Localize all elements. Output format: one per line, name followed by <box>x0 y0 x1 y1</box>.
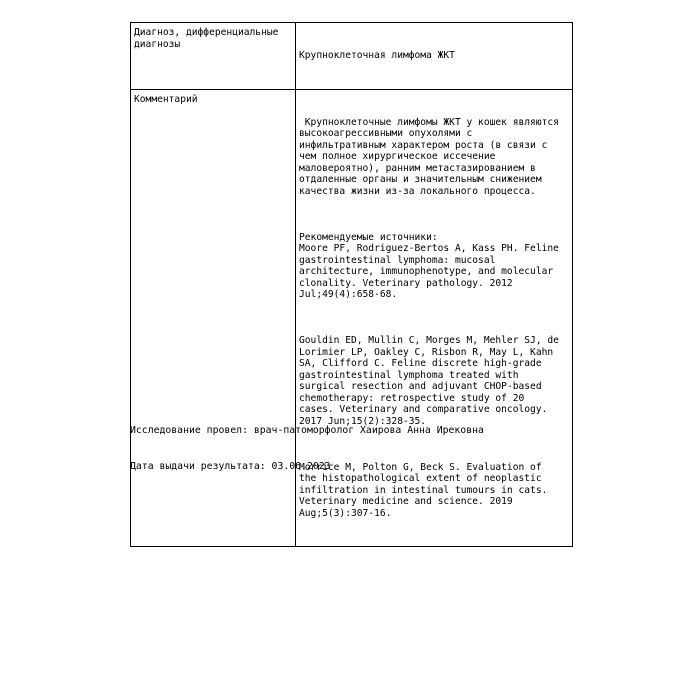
issue-date-line: Дата выдачи результата: 03.06.2023 <box>130 461 331 472</box>
performed-by-line: Исследование провел: врач-патоморфолог Хаирова Анна Ирековна <box>130 425 484 436</box>
comment-label: Комментарий <box>131 89 296 547</box>
reference-paragraph-3: Morrice M, Polton G, Beck S. Evaluation of the histopathological extent of neoplastic infiltration in intestinal tumours in cats. Veterinary medicine and science. 2019 Aug;5(3):307-16. <box>299 461 548 519</box>
report-footer <box>130 401 484 485</box>
diagnosis-label: Диагноз, дифференциальные диагнозы <box>131 23 296 90</box>
table-row-diagnosis <box>131 23 573 90</box>
reference-paragraph-1: Рекомендуемые источники: Moore PF, Rodriguez-Bertos A, Kass PH. Feline gastrointestinal lymphoma: mucosal architecture, immunophenotype, and molecular clonality. Veterinary pathology. 2012 Jul;49(4):658-68. <box>299 231 559 300</box>
diagnosis-value <box>296 23 573 90</box>
reference-paragraph-2: Gouldin ED, Mullin C, Morges M, Mehler SJ, de Lorimier LP, Oakley C, Risbon R, May L, Kahn SA, Clifford C. Feline discrete high-grade gastrointestinal lymphoma treated with surgical resection and adjuvant CHOP-based chemotherapy: retrospective study of 20 cases. Veterinary and comparative oncology. 2017 Jun;15(2):328-35. <box>299 335 559 427</box>
diagnosis-text: Крупноклеточная лимфома ЖКТ <box>299 50 455 61</box>
comment-paragraph: Крупноклеточные лимфомы ЖКТ у кошек являются высокоагрессивными опухолями с инфильтративным характером роста (в связи с чем полное хирургическое иссечение маловероятно), ранним метастазированием в отдаленные органы и значительным снижением качества жизни из-за локального процесса. <box>299 116 559 197</box>
